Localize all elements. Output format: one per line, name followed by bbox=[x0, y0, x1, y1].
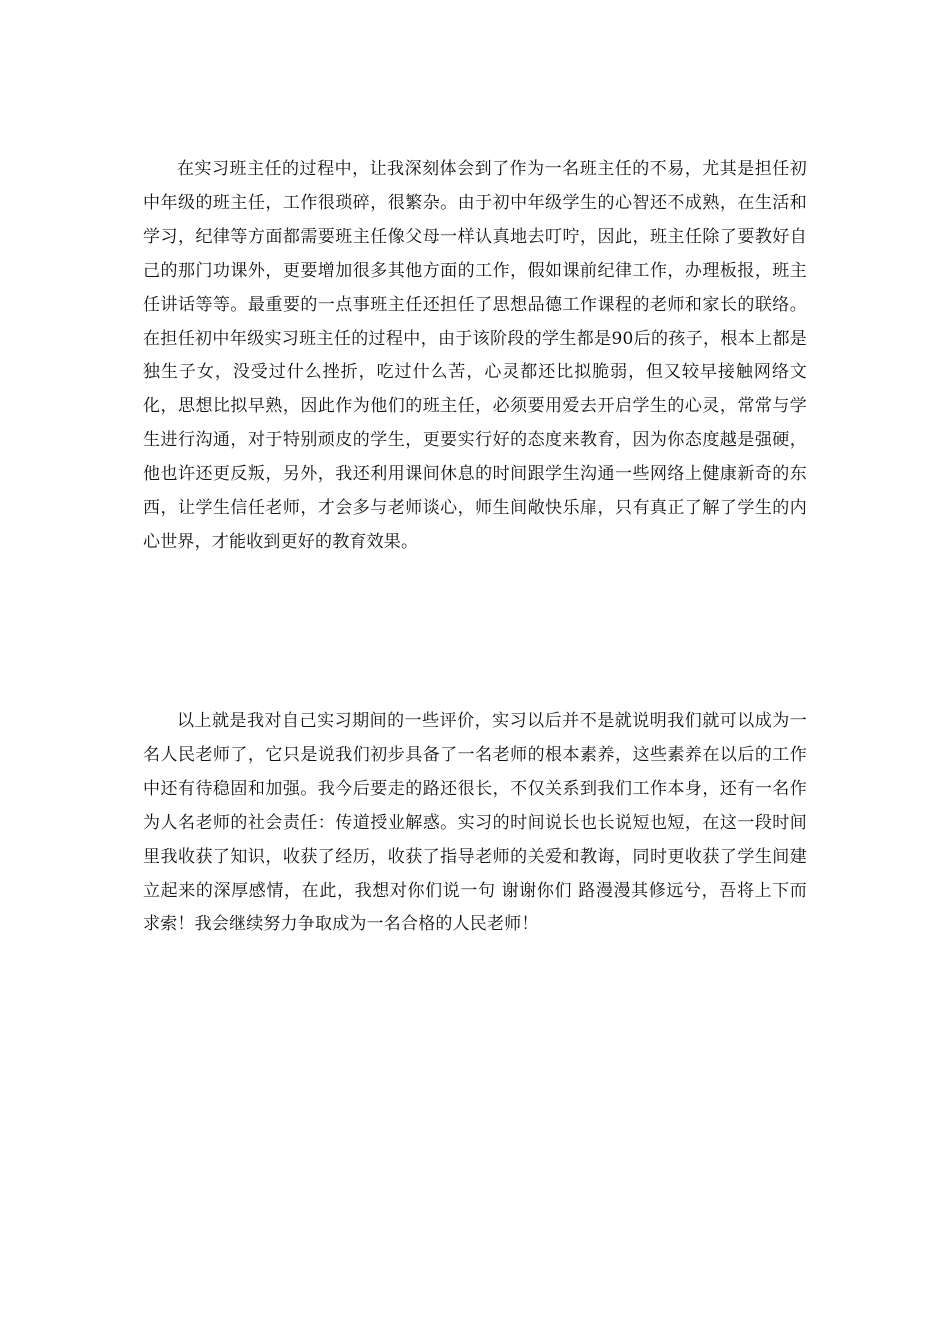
paragraph-self-evaluation: 以上就是我对自己实习期间的一些评价，实习以后并不是就说明我们就可以成为一名人民老师了，它只是说我们初步具备了一名老师的根本素养，这些素养在以后的工作中还有待稳固和加强。我今后要走的路还很长，不仅关系到我们工作本身，还有一名作为人名老师的社会责任：传道授业解惑。实习的时间说长也长说短也短，在这一段时间里我收获了知识，收获了经历，收获了指导老师的关爱和教诲，同时更收获了学生间建立起来的深厚感情，在此，我想对你们说一句 谢谢你们 路漫漫其修远兮，吾将上下而求索！我会继续努力争取成为一名合格的人民老师！ bbox=[143, 711, 807, 935]
paragraph-class-teacher-experience: 在实习班主任的过程中，让我深刻体会到了作为一名班主任的不易，尤其是担任初中年级的班主任，工作很琐碎，很繁杂。由于初中年级学生的心智还不成熟，在生活和学习，纪律等方面都需要班主任像父母一样认真地去叮咛，因此，班主任除了要教好自己的那门功课外，更要增加很多其他方面的工作，假如课前纪律工作，办理板报，班主任讲话等等。最重要的一点事班主任还担任了思想品德工作课程的老师和家长的联络。在担任初中年级实习班主任的过程中，由于该阶段的学生都是90后的孩子，根本上都是独生子女，没受过什么挫折，吃过什么苦，心灵都还比拟脆弱，但又较早接触网络文化，思想比拟早熟，因此作为他们的班主任，必须要用爱去开启学生的心灵，常常与学生进行沟通，对于特别顽皮的学生，更要实行好的态度来教育，因为你态度越是强硬，他也许还更反叛，另外，我还利用课间休息的时间跟学生沟通一些网络上健康新奇的东西，让学生信任老师，才会多与老师谈心，师生间敞快乐扉，只有真正了解了学生的内心世界，才能收到更好的教育效果。 bbox=[143, 159, 807, 552]
